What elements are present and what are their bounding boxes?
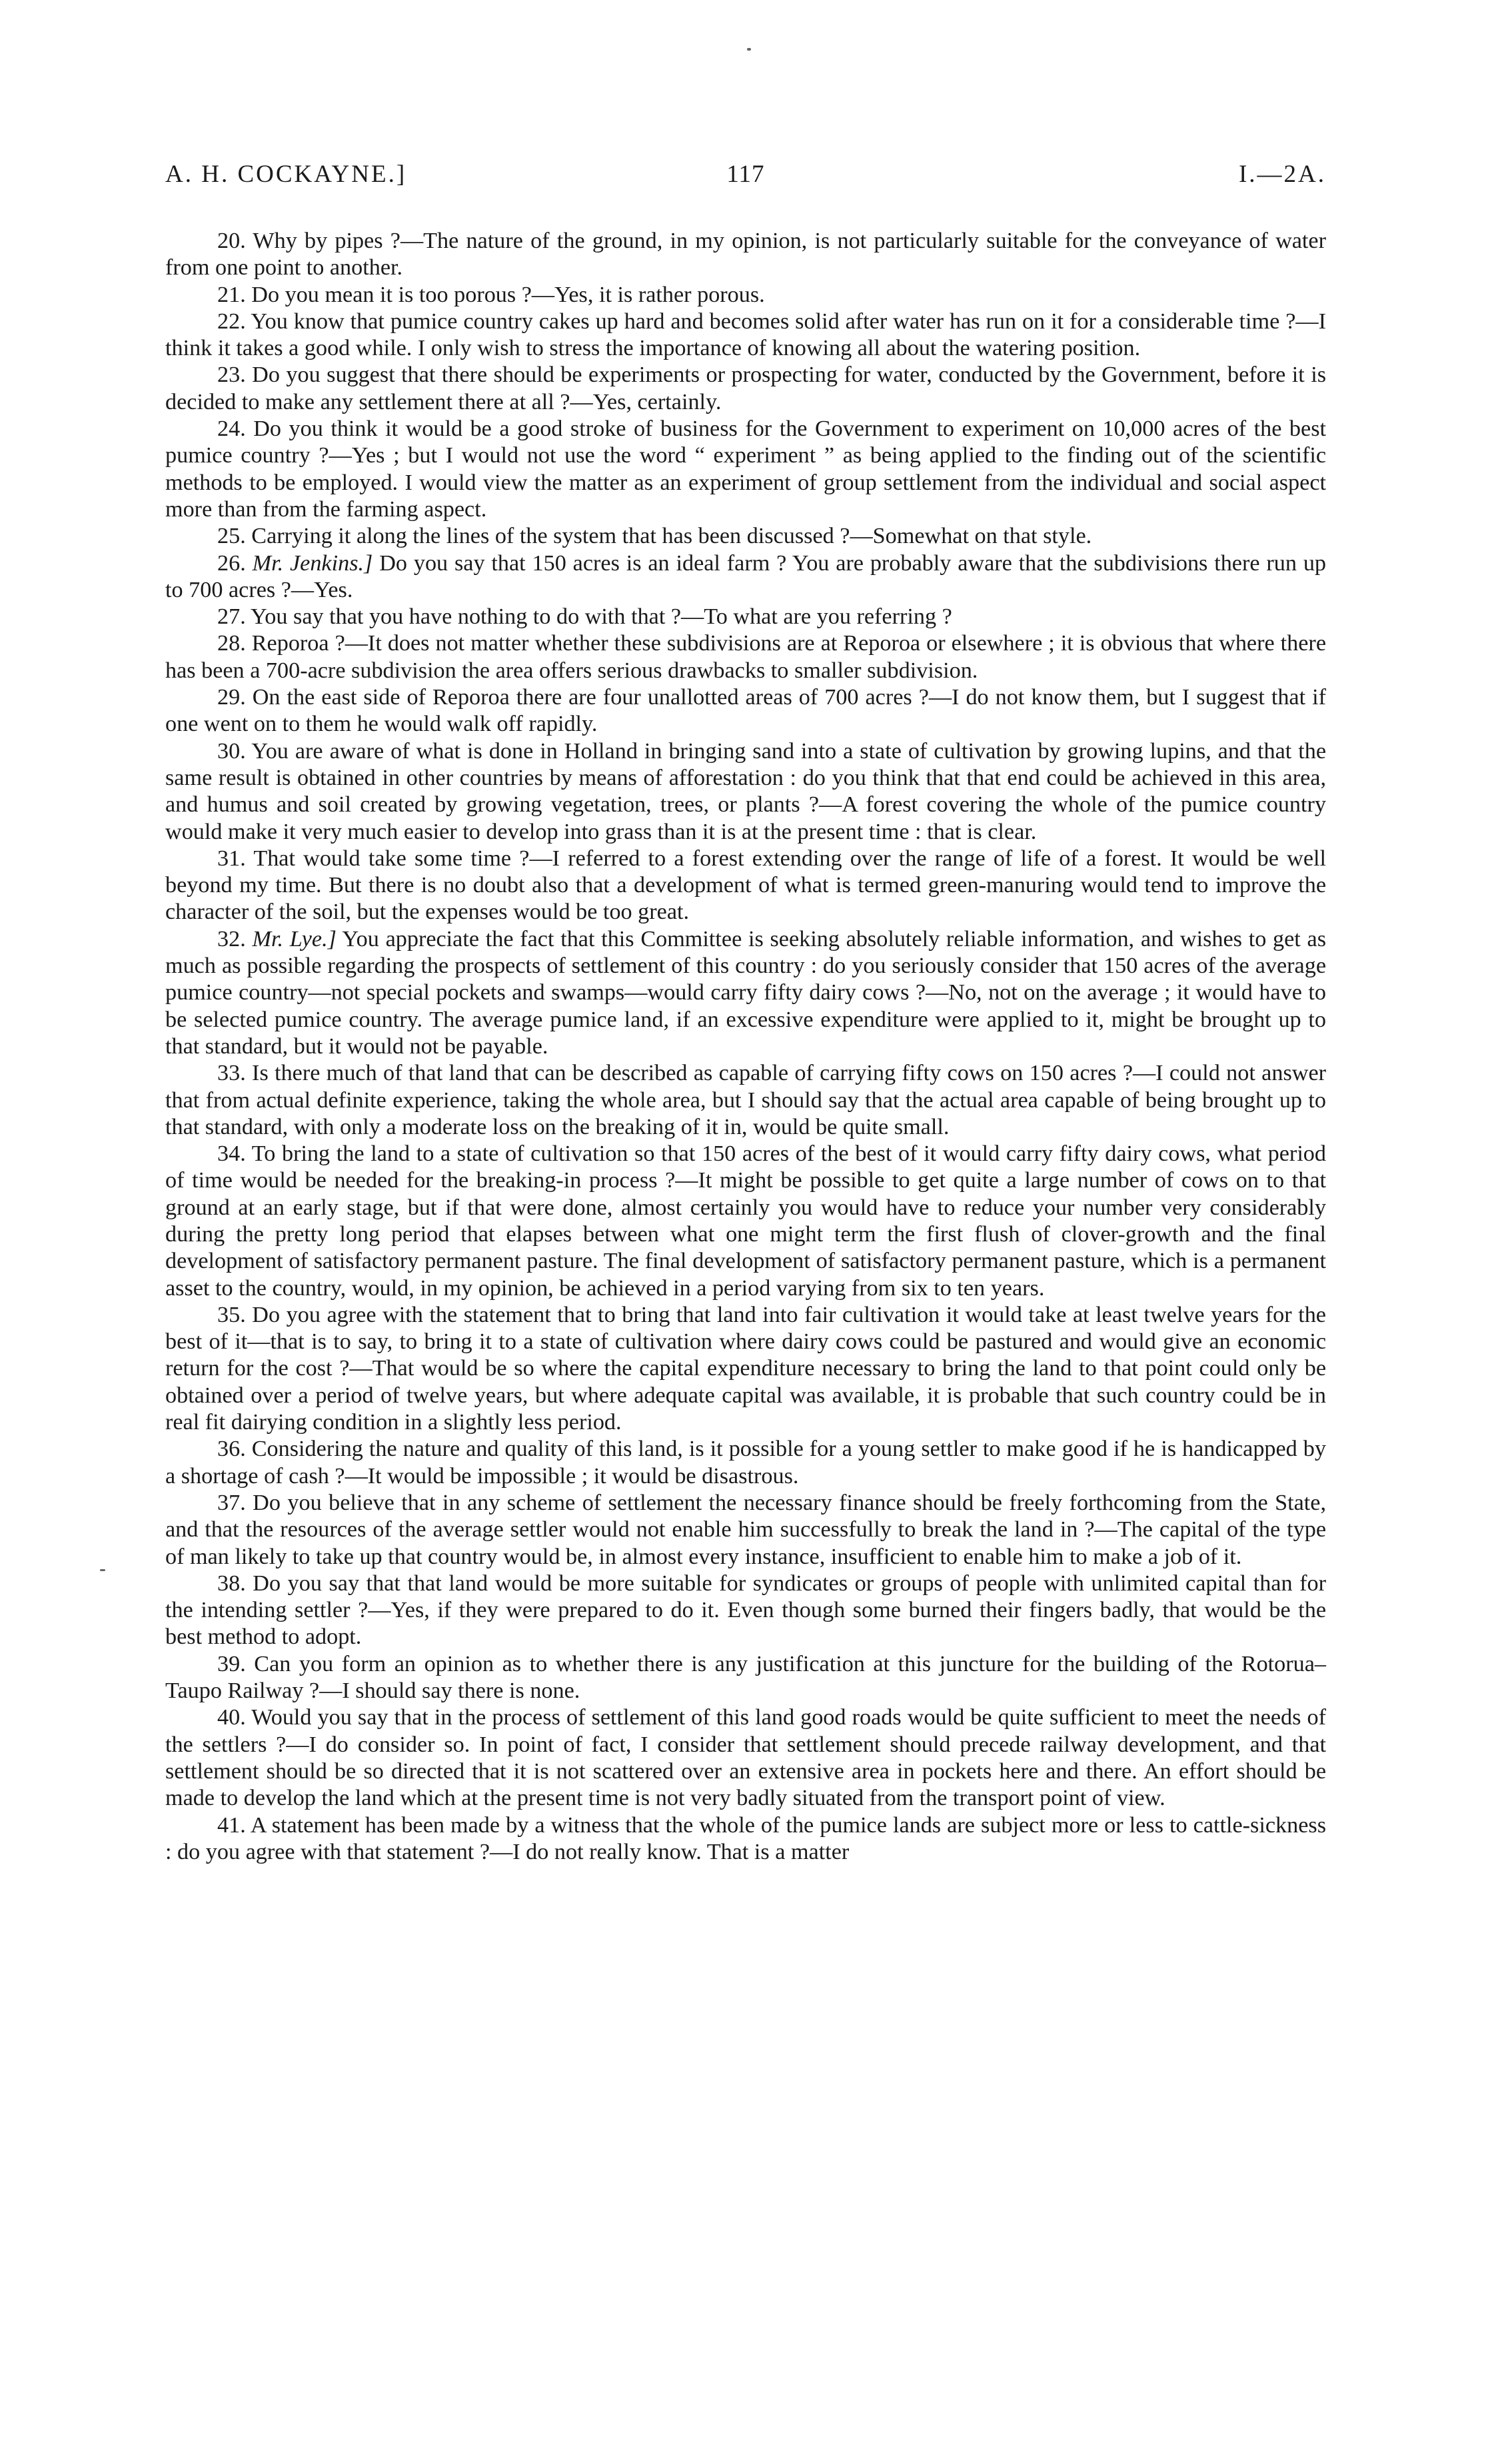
paragraph (165, 684, 1326, 738)
paragraph-text: 28. Reporoa ?—It does not matter whether these subdivisions are at Reporoa or elsewhere ; it is obvious that where there has been a 700-acre subdivision the area offers serious drawbacks to smaller subdivision. (165, 631, 1326, 683)
paragraph (165, 630, 1326, 684)
paragraph-text: 38. Do you say that that land would be more suitable for syndicates or groups of people with unlimited capital than for the intending settler ?—Yes, if they were prepared to do it. Even though some burned their fingers badly, that would be the best method to adopt. (165, 1570, 1326, 1650)
speaker-name: Mr. Lye.] (252, 926, 337, 951)
paragraph (165, 604, 1326, 630)
paragraph (165, 308, 1326, 362)
header-document-ref: I.—2A. (1238, 161, 1326, 188)
paragraph-text: 23. Do you suggest that there should be experiments or prospecting for water, conducted by the Government, before it is decided to make any settlement there at all ?—Yes, certainly. (165, 362, 1326, 414)
paragraph (165, 282, 1326, 308)
paragraph (165, 1704, 1326, 1812)
header-page-number: 117 (726, 161, 765, 188)
paragraph (165, 1302, 1326, 1436)
speaker-name: Mr. Jenkins.] (252, 550, 373, 576)
page-header (165, 160, 1326, 200)
stray-mark-top (747, 48, 751, 51)
document-page (165, 160, 1326, 1866)
paragraph-text: 25. Carrying it along the lines of the system that has been discussed ?—Somewhat on that style. (217, 524, 1092, 549)
paragraph (165, 228, 1326, 282)
paragraph-text: 20. Why by pipes ?—The nature of the ground, in my opinion, is not particularly suitable for the conveyance of water from one point to another. (165, 229, 1326, 281)
paragraph (165, 1812, 1326, 1866)
paragraph-text: 31. That would take some time ?—I referred to a forest extending over the range of life of a forest. It would be well beyond my time. But there is no doubt also that a development of what is termed green-manuring would tend to improve the character of the soil, but the expenses would be too great. (165, 846, 1326, 925)
paragraph-text: 27. You say that you have nothing to do with that ?—To what are you referring ? (217, 604, 952, 630)
body-text (165, 228, 1326, 1866)
paragraph-text: 34. To bring the land to a state of cultivation so that 150 acres of the best of it would carry fifty dairy cows, what period of time would be needed for the breaking-in process ?—It might be possible to get quite a large number of cows on to that ground at an early stage, but if that were done, almost certainly you would have to reduce your number very considerably during the pretty long period that elapses between what one might term the first flush of clover-growth and the final development of satisfactory permanent pasture. The final development of satisfactory permanent pasture, which is a permanent asset to the country, would, in my opinion, be achieved in a period varying from six to ten years. (165, 1141, 1326, 1301)
paragraph-text: 37. Do you believe that in any scheme of settlement the necessary finance should be freely forthcoming from the State, and that the resources of the average settler would not enable him successfully to break the land in ?—The capital of the type of man likely to take up that country would be, in almost every instance, insufficient to enable him to make a job of it. (165, 1490, 1326, 1569)
paragraph-text: 24. Do you think it would be a good stroke of business for the Government to experiment on 10,000 acres of the best pumice country ?—Yes ; but I would not use the word “ experiment ” as being applied to the finding out of the scientific methods to be employed. I would view the matter as an experiment of group settlement from the individual and social aspect more than from the farming aspect. (165, 416, 1326, 522)
question-number: 32. (217, 926, 246, 951)
paragraph-text: 33. Is there much of that land that can be described as capable of carrying fifty cows on 150 acres ?—I could not answer that from actual definite experience, taking the whole area, but I should say that the actual area capable of being brought up to that standard, with only a moderate loss on the breaking of it in, would be quite small. (165, 1061, 1326, 1139)
paragraph (165, 1436, 1326, 1490)
paragraph-text: 21. Do you mean it is too porous ?—Yes, it is rather porous. (217, 282, 765, 307)
paragraph-text: 35. Do you agree with the statement that to bring that land into fair cultivation it would take at least twelve years for the best of it—that is to say, to bring it to a state of cultivation where dairy cows could be pastured and would give an economic return for the cost ?—That would be so where the capital expenditure necessary to bring the land to that point could only be obtained over a period of twelve years, but where adequate capital was available, it is probable that such country could be in real fit dairying condition in a slightly less period. (165, 1302, 1326, 1435)
paragraph (165, 1141, 1326, 1302)
paragraph-text: You appreciate the fact that this Committee is seeking absolutely reliable information, and wishes to get as much as possible regarding the prospects of settlement of this country : do you seriously consider that 150 acres of the average pumice country—not special pockets and swamps—would carry fifty dairy cows ?—No, not on the average ; it would have to be selected pumice country. The average pumice land, if an excessive expenditure were applied to it, might be brought up to that standard, but it would not be payable. (165, 926, 1326, 1059)
paragraph-text: 41. A statement has been made by a witness that the whole of the pumice lands are subject more or less to cattle-sickness : do you agree with that statement ?—I do not really know. That is a matter (165, 1812, 1326, 1864)
paragraph (165, 1060, 1326, 1141)
paragraph-text: 30. You are aware of what is done in Holland in bringing sand into a state of cultivation by growing lupins, and that the same result is obtained in other countries by means of afforestation : do you think that that end could be achieved in this area, and humus and soil created by growing vegetation, trees, or plants ?—A forest covering the whole of the pumice country would make it very much easier to develop into grass than it is at the present time : that is clear. (165, 738, 1326, 844)
paragraph-text: 40. Would you say that in the process of settlement of this land good roads would be quite sufficient to meet the needs of the settlers ?—I do consider so. In point of fact, I consider that settlement should precede railway development, and that settlement should be so directed that it is not scattered over an extensive area in pockets here and there. An effort should be made to develop the land which at the present time is not very badly situated from the transport point of view. (165, 1705, 1326, 1811)
paragraph-text: 39. Can you form an opinion as to whether there is any justification at this juncture for the building of the Rotorua–Taupo Railway ?—I should say there is none. (165, 1651, 1326, 1704)
paragraph (165, 550, 1326, 604)
stray-mark-margin (100, 1569, 105, 1571)
paragraph (165, 362, 1326, 416)
question-number: 26. (217, 550, 246, 576)
paragraph (165, 1490, 1326, 1570)
paragraph-text: 36. Considering the nature and quality of this land, is it possible for a young settler to make good if he is handicapped by a shortage of cash ?—It would be impossible ; it would be disastrous. (165, 1437, 1326, 1489)
paragraph-text: 29. On the east side of Reporoa there are four unallotted areas of 700 acres ?—I do not know them, but I suggest that if one went on to them he would walk off rapidly. (165, 685, 1326, 737)
paragraph (165, 1651, 1326, 1705)
paragraph (165, 926, 1326, 1060)
paragraph-text: Do you say that 150 acres is an ideal farm ? You are probably aware that the subdivisions there run up to 700 acres ?—Yes. (165, 550, 1327, 602)
header-author: A. H. COCKAYNE.] (165, 161, 407, 188)
paragraph (165, 523, 1326, 550)
paragraph (165, 738, 1326, 846)
paragraph (165, 846, 1326, 926)
paragraph (165, 416, 1326, 523)
paragraph-text: 22. You know that pumice country cakes up hard and becomes solid after water has run on it for a considerable time ?—I think it takes a good while. I only wish to stress the importance of knowing all about the watering position. (165, 308, 1326, 361)
paragraph (165, 1570, 1326, 1651)
